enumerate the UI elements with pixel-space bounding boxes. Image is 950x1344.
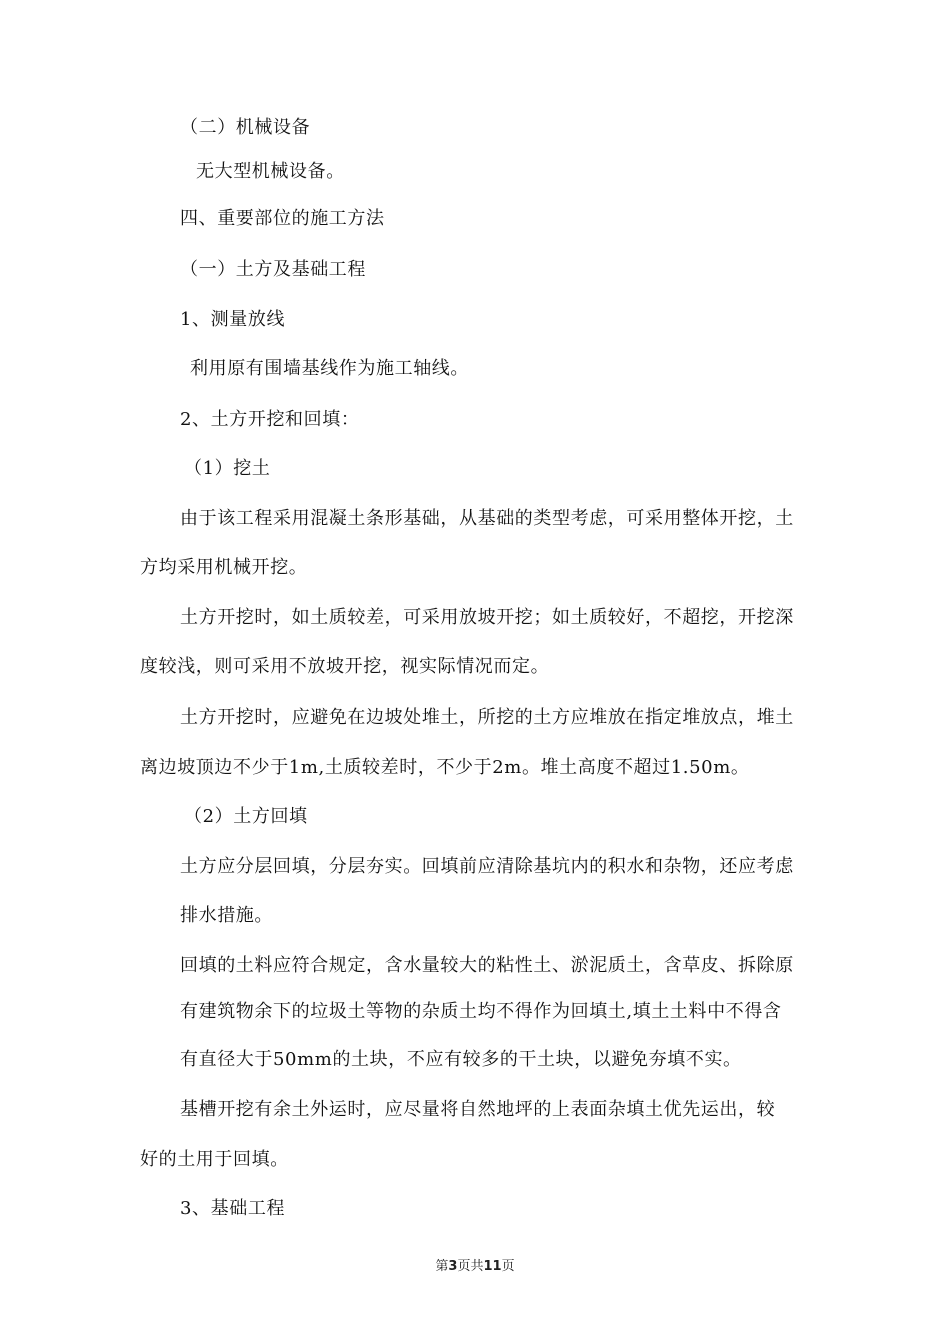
footer-prefix: 第 bbox=[435, 1259, 449, 1274]
item-heading-excavation-backfill: 2、土方开挖和回填： bbox=[180, 409, 360, 430]
paragraph-line: 有直径大于50mm的土块，不应有较多的干土块，以避免夯填不实。 bbox=[180, 1049, 742, 1070]
section-heading-construction-methods: 四、重要部位的施工方法 bbox=[180, 208, 385, 229]
subitem-heading-backfill: （2）土方回填 bbox=[184, 806, 308, 827]
item-heading-surveying: 1、测量放线 bbox=[180, 309, 286, 330]
paragraph-line: 有建筑物余下的垃圾土等物的杂质土均不得作为回填土,填土土料中不得含 bbox=[180, 1001, 782, 1022]
paragraph-line: 好的土用于回填。 bbox=[140, 1149, 289, 1170]
paragraph-line: 土方开挖时，应避免在边坡处堆土，所挖的土方应堆放在指定堆放点，堆土 bbox=[180, 707, 794, 728]
paragraph-line: 排水措施。 bbox=[180, 905, 273, 926]
footer-suffix: 页 bbox=[501, 1259, 515, 1274]
subitem-heading-digging: （1）挖土 bbox=[184, 458, 271, 479]
paragraph-line: 由于该工程采用混凝土条形基础，从基础的类型考虑，可采用整体开挖，土 bbox=[180, 508, 794, 529]
total-page-count: 11 bbox=[483, 1259, 502, 1274]
paragraph-line: 无大型机械设备。 bbox=[196, 161, 345, 182]
paragraph-line: 回填的土料应符合规定，含水量较大的粘性土、淤泥质土，含草皮、拆除原 bbox=[180, 955, 794, 976]
paragraph-line: 方均采用机械开挖。 bbox=[140, 557, 308, 578]
paragraph-line: 土方开挖时，如土质较差，可采用放坡开挖；如土质较好，不超挖，开挖深 bbox=[180, 607, 794, 628]
paragraph-line: 基槽开挖有余土外运时，应尽量将自然地坪的上表面杂填土优先运出，较 bbox=[180, 1099, 776, 1120]
paragraph-line: 土方应分层回填，分层夯实。回填前应清除基坑内的积水和杂物，还应考虑 bbox=[180, 856, 794, 877]
current-page-number: 3 bbox=[448, 1259, 458, 1274]
item-heading-foundation: 3、基础工程 bbox=[180, 1198, 286, 1219]
paragraph-line: 度较浅，则可采用不放坡开挖，视实际情况而定。 bbox=[140, 656, 550, 677]
subsection-heading-earthwork: （一）土方及基础工程 bbox=[180, 259, 366, 280]
footer-middle: 页共 bbox=[457, 1259, 484, 1274]
paragraph-line: 利用原有围墙基线作为施工轴线。 bbox=[190, 358, 469, 379]
paragraph-line: 离边坡顶边不少于1m,土质较差时，不少于2m。堆土高度不超过1.50m。 bbox=[140, 757, 750, 778]
subsection-heading-machinery: （二）机械设备 bbox=[180, 117, 311, 138]
page-footer bbox=[0, 1258, 950, 1276]
